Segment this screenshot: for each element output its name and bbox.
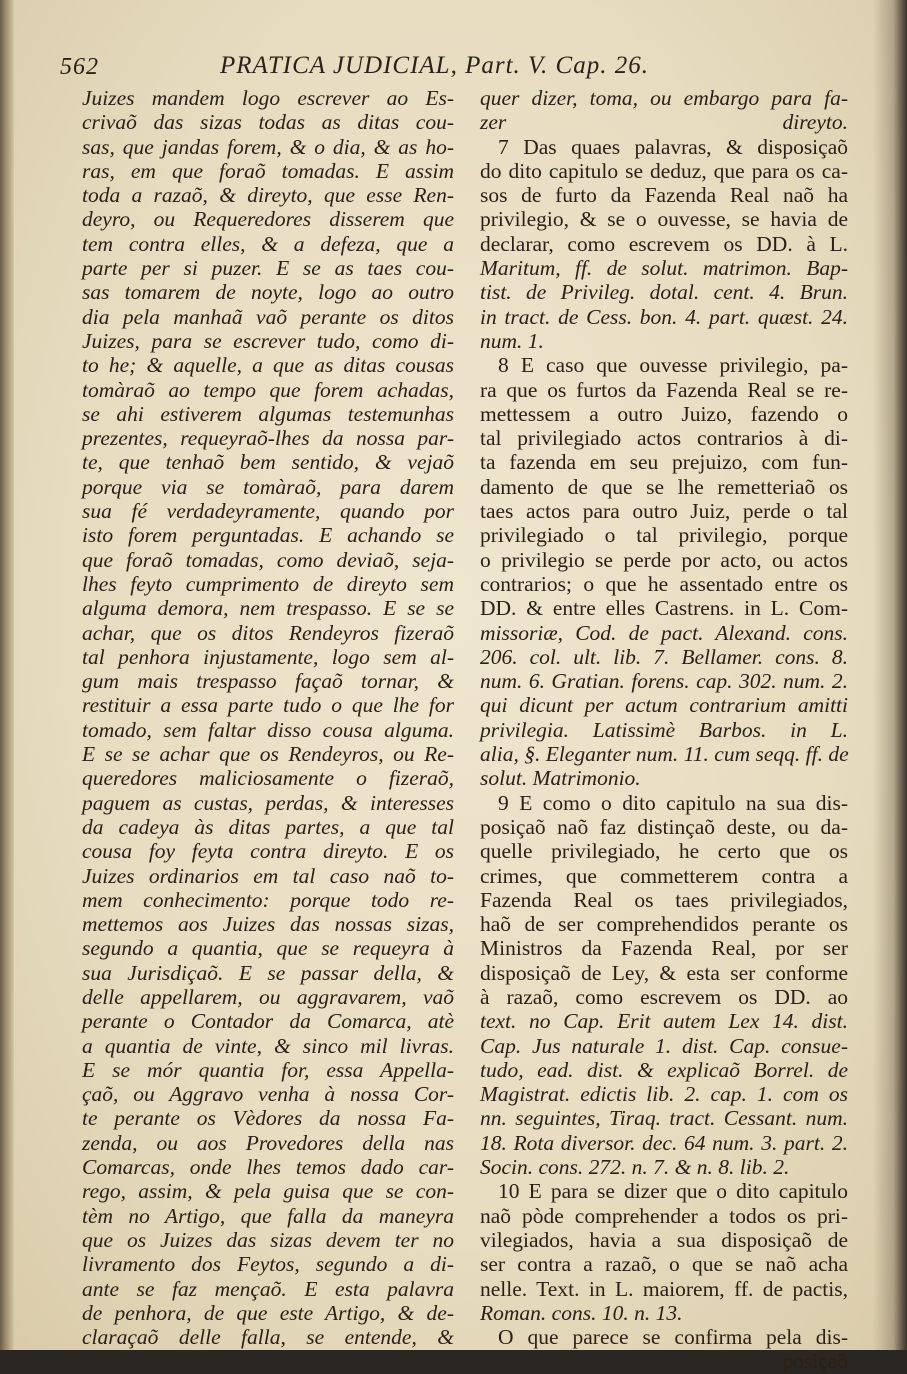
- text-line: sas tomarem de noyte, logo ao outro: [82, 280, 454, 305]
- text-line: se ahi estiverem algumas testemunhas: [82, 401, 454, 426]
- paragraph-start-line: O que parece se confirma pela dis-: [498, 1325, 848, 1350]
- text-line: alia, §. Eleganter num. 11. cum seqq. ff. de: [480, 742, 849, 767]
- text-line: isto forem perguntadas. E achando se: [82, 523, 454, 548]
- paragraph-start-line: 7 Das quaes palavras, & disposiçaõ: [498, 134, 848, 159]
- text-line: te, que tenhaõ bem sentido, & vejaõ: [82, 450, 454, 475]
- text-line: mettemos aos Juizes das nossas sizas,: [82, 912, 454, 937]
- text-line: crimes, que commetterem contra a: [480, 863, 848, 888]
- text-line: zer direyto.: [480, 110, 848, 135]
- text-line: tomado, sem faltar disso cousa alguma.: [82, 717, 454, 742]
- text-line: delle appellarem, ou aggravarem, vaõ: [82, 984, 454, 1009]
- page-edge-shadow: [873, 0, 907, 1350]
- text-line: Fazenda Real os taes privilegiados,: [480, 887, 848, 912]
- text-line: rego, assim, & pela guisa que se con-: [82, 1179, 454, 1204]
- text-line: declarar, como escrevem os DD. à L.: [480, 231, 848, 256]
- text-line: taes actos para outro Juiz, perde o tal: [480, 499, 848, 524]
- text-line: privilegia. Latissimè Barbos. in L.: [480, 717, 848, 742]
- book-spine-shadow: [0, 0, 14, 1350]
- text-line: tomàraõ ao tempo que forem achadas,: [82, 377, 454, 402]
- text-line: restituir a essa parte tudo o que lhe for: [82, 693, 454, 718]
- text-line: achar, que os ditos Rendeyros fizeraõ: [82, 620, 454, 645]
- text-line: tudo, ead. dist. & explicaõ Borrel. de: [480, 1057, 848, 1082]
- text-line: da cadeya às ditas partes, a que tal: [82, 814, 454, 839]
- text-line: haõ de ser comprehendidos perante os: [480, 912, 848, 937]
- text-line: dia pela manhaã vaõ perante os ditos: [82, 304, 454, 329]
- text-line: Juizes ordinarios em tal caso naõ to-: [82, 863, 454, 888]
- text-line: vilegiados, havia a sua disposiçaõ de: [480, 1227, 848, 1252]
- left-column: [82, 86, 454, 1349]
- text-line: toda a razaõ, & direyto, que esse Ren-: [82, 183, 454, 208]
- text-line: porque via se tomàraõ, para darem: [82, 474, 454, 499]
- text-line: ras, em que foraõ tomadas. E assim: [82, 158, 454, 183]
- text-line: gum mais trespasso façaõ tornar, &: [82, 669, 454, 694]
- text-line: deyro, ou Requeredores disserem que: [82, 207, 454, 232]
- text-line: ra que os furtos da Fazenda Real se re-: [480, 377, 848, 402]
- text-line: 18. Rota diversor. dec. 64 num. 3. part. 2.: [480, 1130, 848, 1155]
- text-line: qui dicunt per actum contrarium amitti: [480, 693, 848, 718]
- text-line: sua Jurisdiçaõ. E se passar della, &: [82, 960, 454, 985]
- text-line: mem conhecimento: porque todo re-: [82, 887, 454, 912]
- text-line: que foraõ tomadas, como deviaõ, seja-: [82, 547, 454, 572]
- text-line: perante o Contador da Comarca, atè: [82, 1009, 454, 1034]
- text-line: queredores maliciosamente o fizeraõ,: [82, 766, 454, 791]
- text-line: 206. col. ult. lib. 7. Bellamer. cons. 8.: [480, 644, 848, 669]
- text-line: solut. Matrimonio.: [480, 766, 641, 791]
- text-line: segundo a quantia, que se requeyra à: [82, 936, 454, 961]
- text-line: Socin. cons. 272. n. 7. & n. 8. lib. 2.: [480, 1155, 790, 1180]
- text-line: num. 6. Gratian. forens. cap. 302. num. 2.: [480, 669, 848, 694]
- text-line: DD. & entre elles Castrens. in L. Com-: [480, 596, 848, 621]
- text-line: te perante os Vèdores da nossa Fa-: [82, 1106, 454, 1131]
- text-line: quelle privilegiado, he certo que os: [480, 839, 848, 864]
- text-line: Cap. Jus naturale 1. dist. Cap. consue-: [480, 1033, 848, 1058]
- right-column: [480, 86, 848, 1374]
- text-line: claraçaõ delle falla, se entende, &: [82, 1325, 454, 1350]
- text-line: çaõ, ou Aggravo venha à nossa Cor-: [82, 1082, 454, 1107]
- text-line: contrarios; o que he assentado entre os: [480, 571, 848, 596]
- text-line: privilegio, & se o ouvesse, se havia de: [480, 207, 848, 232]
- text-line: tal penhora injustamente, logo sem al-: [82, 644, 454, 669]
- text-line: quer dizer, toma, ou embargo para fa-: [480, 86, 848, 110]
- text-line: paguem as custas, perdas, & interesses: [82, 790, 454, 815]
- text-line: zenda, ou aos Provedores della nas: [82, 1130, 454, 1155]
- running-title: PRATICA JUDICIAL, Part. V. Cap. 26.: [220, 52, 649, 79]
- page-number: 562: [60, 54, 99, 80]
- text-line: de penhora, de que este Artigo, & de-: [82, 1300, 454, 1325]
- text-line: lhes feyto cumprimento de direyto sem: [82, 571, 454, 596]
- text-line: tist. de Privileg. dotal. cent. 4. Brun.: [480, 280, 848, 305]
- text-line: Maritum, ff. de solut. matrimon. Bap-: [480, 256, 848, 281]
- text-line: o privilegio se perde por acto, ou actos: [480, 547, 848, 572]
- text-line: tèm no Artigo, que falla da maneyra: [82, 1203, 454, 1228]
- text-line: ser contra a razaõ, o que se naõ acha: [480, 1252, 848, 1277]
- text-line: crivaõ das sizas todas as ditas cou-: [82, 110, 454, 135]
- text-line: nelle. Text. in L. maiorem, ff. de pactis,: [480, 1276, 848, 1301]
- text-line: Juizes mandem logo escrever ao Es-: [82, 86, 454, 110]
- text-line: Comarcas, onde lhes temos dado car-: [82, 1155, 454, 1180]
- text-line: mettessem a outro Juizo, fazendo o: [480, 401, 848, 426]
- paragraph-start-line: 10 E para se dizer que o dito capitulo: [498, 1179, 848, 1204]
- text-line: E se se achar que os Rendeyros, ou Re-: [82, 742, 454, 767]
- text-line: Roman. cons. 10. n. 13.: [480, 1300, 683, 1325]
- text-line: text. no Cap. Erit autem Lex 14. dist.: [480, 1009, 848, 1034]
- text-line: alguma demora, nem trespasso. E se se: [82, 596, 454, 621]
- text-line: Ministros da Fazenda Real, por ser: [480, 936, 848, 961]
- text-line: a quantia de vinte, & sinco mil livras.: [82, 1033, 454, 1058]
- paragraph-start-line: 9 E como o dito capitulo na sua dis-: [498, 790, 848, 815]
- text-line: ante se faz mençaõ. E esta palavra: [82, 1276, 454, 1301]
- text-line: damento de que se lhe remetteriaõ os: [480, 474, 848, 499]
- text-line: Magistrat. edictis lib. 2. cap. 1. com os: [480, 1082, 848, 1107]
- text-line: Juizes, para se escrever tudo, como di-: [82, 328, 454, 353]
- paragraph-start-line: 8 E caso que ouvesse privilegio, pa-: [498, 353, 848, 378]
- text-line: tem contra elles, & a defeza, que a: [82, 231, 454, 256]
- text-line: sua fé verdadeyramente, quando por: [82, 499, 454, 524]
- text-line: missoriæ, Cod. de pact. Alexand. cons.: [480, 620, 848, 645]
- text-line: sos de furto da Fazenda Real naõ ha: [480, 183, 848, 208]
- text-line: posiçaõ naõ faz distinçaõ deste, ou da-: [480, 814, 848, 839]
- text-line: que os Juizes das sizas devem ter no: [82, 1227, 454, 1252]
- text-line: in tract. de Cess. bon. 4. part. quæst. 24.: [480, 304, 848, 329]
- text-line: do dito capitulo se deduz, que para os ca-: [480, 158, 848, 183]
- text-line: disposiçaõ de Ley, & esta ser conforme: [480, 960, 848, 985]
- catchword: posiçaõ: [782, 1349, 848, 1374]
- text-line: nn. seguintes, Tiraq. tract. Cessant. num.: [480, 1106, 848, 1131]
- text-line: à razaõ, como escrevem os DD. ao: [480, 984, 848, 1009]
- text-line: to he; & aquelle, a que as ditas cousas: [82, 353, 454, 378]
- text-line: cousa foy feyta contra direyto. E os: [82, 839, 454, 864]
- text-line: num. 1.: [480, 328, 544, 353]
- text-line: sas, que jandas forem, & o dia, & as ho-: [82, 134, 454, 159]
- text-line: E se mór quantia for, essa Appella-: [82, 1057, 454, 1082]
- text-line: livramento dos Feytos, segundo a di-: [82, 1252, 454, 1277]
- text-line: naõ pòde comprehender a todos os pri-: [480, 1203, 848, 1228]
- text-line: prezentes, requeyraõ-lhes da nossa par-: [82, 426, 454, 451]
- text-line: privilegiado o tal privilegio, porque: [480, 523, 848, 548]
- text-line: ta fazenda em seu prejuizo, com fun-: [480, 450, 848, 475]
- text-line: parte per si puzer. E se as taes cou-: [82, 256, 454, 281]
- text-line: tal privilegiado actos contrarios à di-: [480, 426, 848, 451]
